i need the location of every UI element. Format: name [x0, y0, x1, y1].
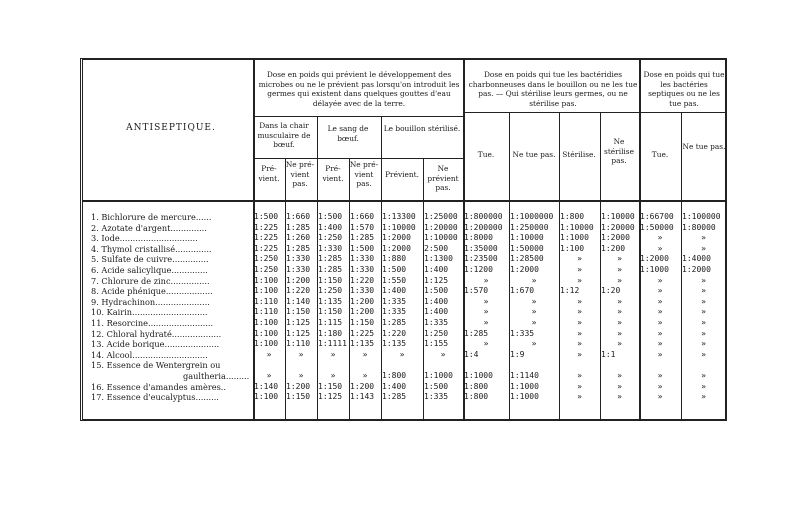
table-cell: 1:140: [286, 296, 311, 306]
table-cell: 1:10000: [601, 212, 635, 221]
row-name: 14. Alcool.............................: [91, 349, 208, 360]
table-cell: »: [657, 381, 663, 391]
table-cell: »: [577, 392, 582, 402]
table-cell: 1:220: [382, 328, 407, 338]
table-cell: 1:2000: [382, 233, 411, 243]
table-cell: »: [298, 349, 304, 359]
table-cell: 1:140: [254, 381, 279, 391]
table-cell: 1:285: [286, 243, 311, 253]
table-cell: »: [617, 318, 622, 327]
table-cell: »: [657, 339, 663, 349]
table-cell: 1:250: [424, 328, 449, 338]
table-cell: 1:500: [382, 265, 407, 274]
table-cell: »: [657, 296, 663, 306]
table-cell: 1:330: [318, 243, 343, 253]
table-cell: 1:28500: [510, 254, 544, 264]
table-cell: 1:285: [286, 222, 311, 232]
table-cell: 1:250: [318, 286, 343, 296]
table-cell: 1:1: [601, 349, 616, 359]
row-name: 8. Acide phénique..................: [91, 286, 213, 297]
table-cell: »: [362, 371, 368, 380]
table-cell: »: [577, 318, 582, 327]
table-cell: 1:25000: [424, 212, 458, 221]
table-cell: 1:2000: [640, 254, 669, 264]
table-cell: 1:400: [424, 265, 449, 274]
table-cell: 1:285: [464, 328, 489, 338]
row-name: 6. Acide salicylique..............: [91, 265, 208, 275]
table-cell: 1:125: [424, 275, 449, 285]
table-cell: 1:50000: [510, 243, 544, 253]
table-cell: »: [617, 275, 622, 285]
table-cell: 1:250000: [510, 222, 549, 232]
table-cell: 1:200000: [464, 222, 503, 232]
table-cell: 1:200: [286, 381, 311, 391]
table-cell: 1:250: [254, 265, 279, 274]
table-cell: 1:2000: [382, 243, 411, 253]
table-cell: 1:330: [286, 254, 311, 264]
table-cell: 1:1000: [640, 265, 669, 274]
table-cell: »: [657, 233, 663, 243]
table-cell: »: [617, 254, 622, 264]
table-cell: »: [531, 339, 537, 349]
table-cell: »: [483, 318, 489, 327]
table-cell: 1:1000000: [510, 212, 554, 221]
header-group-prevention: Dose en poids qui prévient le développement des microbes ou ne le prévient pas lorsqu'on introduit les germes qui existent dans quelques gouttes d'eau délayée avec de la terre.: [258, 70, 460, 108]
table-cell: »: [399, 349, 405, 359]
col-tue-septique: Tue.: [651, 150, 669, 159]
table-cell: 1:285: [382, 392, 407, 402]
table-cell: 1:200: [350, 296, 375, 306]
table-cell: 1:285: [318, 265, 343, 274]
column-rule: [600, 112, 601, 419]
table-cell: 1:13300: [382, 212, 416, 221]
table-cell: 1:330: [286, 265, 311, 274]
col-bouillon-ne-previent: Ne prévient pas.: [427, 164, 459, 192]
table-cell: 1:330: [350, 254, 375, 264]
row-name: 3. Iode..............................: [91, 233, 198, 244]
table-cell: 1:2000: [510, 265, 539, 274]
table-cell: 1:220: [286, 286, 311, 296]
column-rule: [463, 60, 465, 419]
table-cell: »: [617, 307, 622, 317]
table-cell: 1:66700: [640, 212, 674, 221]
table-cell: 1:150: [318, 275, 343, 285]
table-cell: »: [577, 265, 582, 274]
table-cell: »: [701, 286, 706, 296]
table-cell: »: [617, 265, 622, 274]
table-cell: »: [298, 371, 304, 380]
table-cell: 1:125: [318, 392, 343, 402]
table-cell: »: [657, 243, 663, 253]
table-cell: 1:4000: [682, 254, 711, 264]
row-name: gaultheria.........: [183, 371, 250, 381]
table-cell: 1:10000: [560, 222, 594, 232]
table-cell: »: [440, 349, 446, 359]
table-cell: 1:335: [382, 296, 407, 306]
column-rule: [285, 158, 286, 419]
table-cell: 1:1140: [510, 371, 539, 380]
table-cell: 1:1300: [424, 254, 453, 264]
table-cell: »: [657, 328, 663, 338]
table-cell: 1:4: [464, 349, 479, 359]
table-cell: 1:800: [382, 371, 407, 380]
subheader-rule: [253, 158, 463, 159]
table-cell: 1:115: [318, 318, 343, 327]
table-cell: 1:670: [510, 286, 535, 296]
table-cell: 1:35000: [464, 243, 498, 253]
table-cell: 1:12: [560, 286, 580, 296]
table-cell: 1:500: [424, 381, 449, 391]
group-rule: [639, 112, 726, 113]
column-rule: [317, 116, 318, 419]
row-name: 12. Chloral hydraté...................: [91, 328, 222, 339]
table-cell: »: [577, 339, 582, 349]
table-cell: 1:570: [464, 286, 489, 296]
table-cell: 1:400: [382, 286, 407, 296]
table-cell: 1:400: [382, 381, 407, 391]
table-cell: »: [617, 392, 622, 402]
row-name: 4. Thymol cristallisé..............: [91, 243, 212, 254]
column-rule: [509, 112, 510, 419]
table-cell: 1:500: [254, 212, 279, 221]
table-cell: »: [701, 233, 706, 243]
table-cell: 1:9: [510, 349, 525, 359]
row-name: 13. Acide borique.....................: [91, 339, 220, 350]
table-cell: »: [330, 349, 336, 359]
table-cell: 1:135: [382, 339, 407, 349]
row-name: 1. Bichlorure de mercure......: [91, 212, 212, 222]
table-cell: 1:20000: [424, 222, 458, 232]
table-cell: 1:225: [254, 222, 279, 232]
table-cell: 1:110: [254, 307, 279, 317]
table-cell: »: [531, 318, 537, 327]
table-cell: 1:335: [510, 328, 535, 338]
table-cell: »: [657, 392, 663, 402]
table-cell: »: [657, 307, 663, 317]
table-cell: 1:10000: [510, 233, 544, 243]
table-cell: 1:100: [254, 328, 279, 338]
table-cell: »: [362, 349, 368, 359]
table-cell: 1:225: [254, 233, 279, 243]
table-cell: 1:1000: [510, 381, 539, 391]
table-cell: 1:100: [560, 243, 585, 253]
table-cell: »: [701, 371, 706, 380]
table-cell: 1:800: [560, 212, 585, 221]
table-cell: 1:150: [350, 318, 375, 327]
table-cell: 1:220: [350, 275, 375, 285]
table-cell: »: [577, 371, 582, 380]
col-chair-previent: Pré-vient.: [258, 164, 280, 183]
subheader-chair: Dans la chair musculaire de bœuf.: [257, 121, 311, 149]
table-cell: »: [617, 296, 622, 306]
table-cell: »: [531, 307, 537, 317]
table-cell: 1:200: [286, 275, 311, 285]
table-cell: 1:1000: [510, 392, 539, 402]
table-cell: 1:80000: [682, 222, 716, 232]
col-tue: Tue.: [477, 150, 495, 159]
table-cell: 1:400: [318, 222, 343, 232]
table-cell: »: [483, 296, 489, 306]
table-cell: 1:570: [350, 222, 375, 232]
table-cell: »: [483, 275, 489, 285]
table-cell: 1:150: [318, 307, 343, 317]
table-cell: 1:285: [382, 318, 407, 327]
table-cell: 1:200: [350, 381, 375, 391]
table-cell: 1:100: [254, 286, 279, 296]
table-cell: 1:200: [350, 307, 375, 317]
table-cell: 2:500: [424, 243, 449, 253]
table-cell: 1:330: [350, 265, 375, 274]
antiseptic-table: [80, 58, 727, 421]
table-cell: 1:335: [382, 307, 407, 317]
table-cell: 1:500: [350, 243, 375, 253]
table-cell: »: [531, 296, 537, 306]
table-cell: 1:200: [601, 243, 626, 253]
table-cell: »: [617, 381, 622, 391]
table-cell: 1:500: [318, 212, 343, 221]
table-cell: 1:1000: [560, 233, 589, 243]
table-cell: 1:150: [286, 392, 311, 402]
row-name: 11. Resorcine.........................: [91, 318, 214, 328]
table-cell: »: [701, 339, 706, 349]
table-cell: »: [657, 286, 663, 296]
table-cell: 1:100000: [682, 212, 721, 221]
table-cell: 1:143: [350, 392, 375, 402]
table-cell: 1:110: [286, 339, 311, 349]
table-cell: 1:260: [286, 233, 311, 243]
table-cell: »: [701, 243, 706, 253]
table-cell: »: [266, 371, 272, 380]
table-cell: »: [617, 328, 622, 338]
table-cell: 1:335: [424, 318, 449, 327]
table-cell: »: [701, 296, 706, 306]
table-cell: 1:400: [424, 296, 449, 306]
col-ne-tue-pas: Ne tue pas.: [512, 150, 556, 159]
col-sang-previent: Pré-vient.: [322, 164, 344, 183]
col-chair-ne-previent: Ne pré-vient pas.: [285, 160, 315, 188]
group-rule: [253, 116, 463, 117]
table-cell: 1:335: [424, 392, 449, 402]
table-cell: 1:180: [318, 328, 343, 338]
table-cell: »: [701, 392, 706, 402]
table-cell: 1:150: [286, 307, 311, 317]
row-name: 15. Essence de Wentergrein ou: [91, 360, 221, 371]
row-name: 10. Kairin.............................: [91, 307, 208, 318]
table-cell: »: [577, 307, 582, 317]
table-cell: »: [701, 328, 706, 338]
table-cell: »: [657, 349, 663, 359]
table-cell: 1:225: [254, 243, 279, 253]
table-cell: »: [483, 339, 489, 349]
table-cell: »: [266, 349, 272, 359]
table-cell: »: [657, 318, 663, 327]
column-rule: [253, 60, 255, 419]
table-cell: 1:285: [350, 233, 375, 243]
column-rule: [423, 158, 424, 419]
col-sang-ne-previent: Ne pré-vient pas.: [349, 160, 379, 188]
row-name: 7. Chlorure de zinc...............: [91, 275, 210, 286]
col-bouillon-previent: Prévient.: [385, 170, 419, 179]
table-cell: 1:250: [318, 233, 343, 243]
header-bottom-rule: [83, 200, 726, 202]
table-cell: »: [657, 275, 663, 285]
table-cell: »: [577, 254, 582, 264]
subheader-sang: Le sang de bœuf.: [327, 124, 369, 143]
subheader-bouillon: Le bouillon stérilisé.: [383, 124, 461, 133]
table-cell: 1:800000: [464, 212, 503, 221]
table-cell: 1:2000: [682, 265, 711, 274]
table-cell: »: [657, 371, 663, 380]
table-cell: 1:20: [601, 286, 621, 296]
header-group-bacteridies: Dose en poids qui tue les bactéridies charbonneuses dans le bouillon ou ne les tue pas. — Qui stérilise leurs germes, ou ne stérilise pas.: [468, 70, 638, 108]
table-cell: 1:150: [318, 381, 343, 391]
row-name: 16. Essence d'amandes amères..: [91, 381, 226, 392]
column-rule: [381, 116, 382, 419]
table-cell: 1:1000: [424, 371, 453, 380]
table-cell: 1:225: [350, 328, 375, 338]
table-cell: 1:50000: [640, 222, 674, 232]
table-cell: 1:1200: [464, 265, 493, 274]
table-cell: »: [701, 349, 706, 359]
table-cell: 1:660: [350, 212, 375, 221]
table-cell: »: [701, 381, 706, 391]
table-cell: »: [577, 349, 582, 359]
row-name: 17. Essence d'eucalyptus.........: [91, 392, 219, 403]
table-cell: 1:20000: [601, 222, 635, 232]
row-name: 2. Azotate d'argent..............: [91, 222, 207, 233]
table-cell: 1:800: [464, 381, 489, 391]
table-cell: »: [617, 371, 622, 380]
table-cell: 1:100: [254, 318, 279, 327]
table-cell: »: [701, 275, 706, 285]
table-cell: 1:100: [254, 392, 279, 402]
table-cell: 1:250: [254, 254, 279, 264]
table-cell: »: [701, 307, 706, 317]
table-cell: »: [701, 318, 706, 327]
table-cell: 1:100: [254, 339, 279, 349]
column-rule: [681, 112, 682, 419]
table-cell: 1:155: [424, 339, 449, 349]
table-cell: 1:125: [286, 318, 311, 327]
table-cell: »: [330, 371, 336, 380]
table-cell: 1:660: [286, 212, 311, 221]
table-cell: 1:8000: [464, 233, 493, 243]
table-cell: »: [577, 275, 582, 285]
table-cell: »: [577, 381, 582, 391]
table-cell: 1:110: [254, 296, 279, 306]
col-sterilise: Stérilise.: [562, 150, 596, 159]
header-group-bacteries-septiques: Dose en poids qui tue les bactéries septiques ou ne les tue pas.: [643, 70, 725, 108]
row-name: 9. Hydrachinon.....................: [91, 296, 210, 307]
table-cell: 1:1111: [318, 339, 347, 349]
table-cell: 1:10000: [424, 233, 458, 243]
table-cell: 1:135: [350, 339, 375, 349]
table-cell: 1:285: [318, 254, 343, 264]
table-cell: »: [577, 296, 582, 306]
table-cell: 1:800: [464, 392, 489, 402]
header-antiseptique: ANTISEPTIQUE.: [126, 123, 216, 133]
table-cell: 1:135: [318, 296, 343, 306]
row-name: 5. Sulfate de cuivre..............: [91, 254, 209, 265]
table-cell: 1:125: [286, 328, 311, 338]
table-cell: 1:1000: [464, 371, 493, 380]
table-cell: 1:330: [350, 286, 375, 296]
table-cell: 1:500: [424, 286, 449, 296]
column-rule: [559, 112, 560, 419]
table-cell: 1:2000: [601, 233, 630, 243]
col-ne-sterilise: Ne stérilise pas.: [604, 137, 634, 165]
column-rule: [349, 158, 350, 419]
table-cell: 1:550: [382, 275, 407, 285]
table-cell: 1:10000: [382, 222, 416, 232]
table-cell: »: [617, 339, 622, 349]
table-cell: 1:400: [424, 307, 449, 317]
table-cell: »: [531, 275, 537, 285]
table-cell: »: [483, 307, 489, 317]
table-cell: »: [577, 328, 582, 338]
column-rule: [639, 60, 641, 419]
col-ne-tue-septique: Ne tue pas.: [682, 142, 726, 151]
table-cell: 1:100: [254, 275, 279, 285]
table-cell: 1:880: [382, 254, 407, 264]
table-cell: 1:23500: [464, 254, 498, 264]
